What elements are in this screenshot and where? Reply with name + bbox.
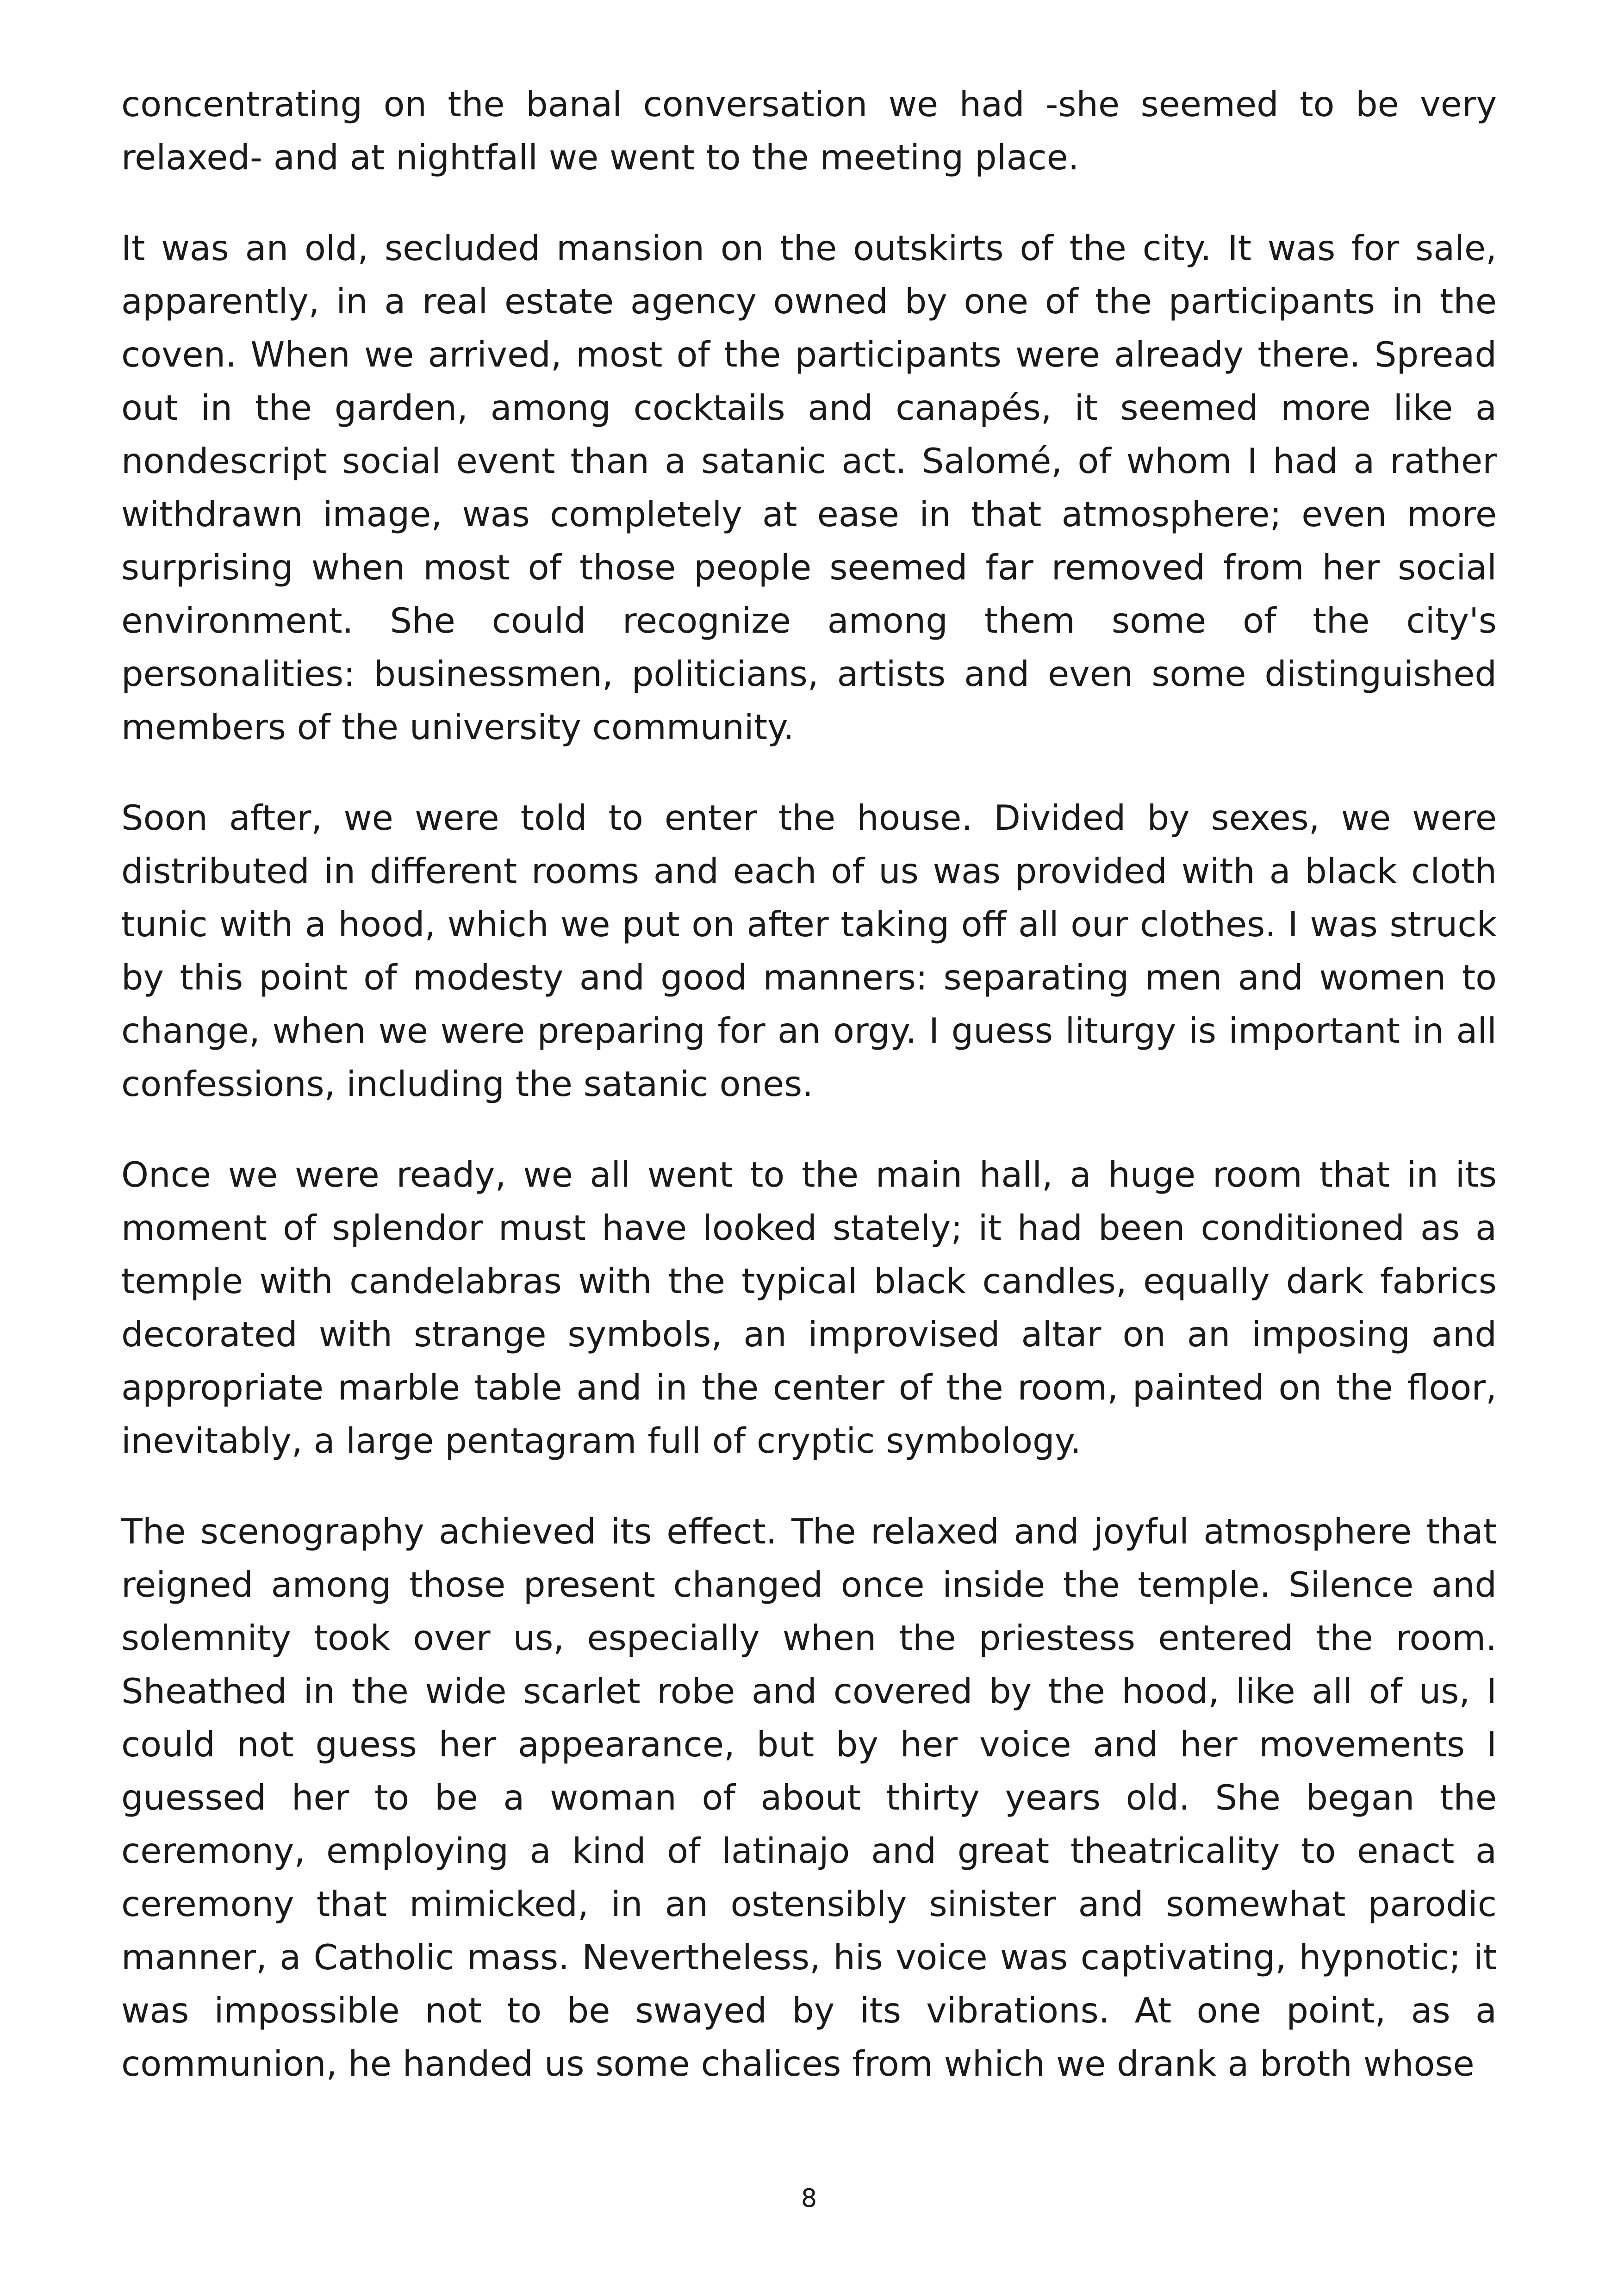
paragraph-5: The scenography achieved its effect. The relaxed and joyful atmosphere that reigned among those present changed once inside the temple. Silence and solemnity took over us, especially when the priestess entered the room. Sheathed in the wide scarlet robe and covered by the hood, like all of us, I could not guess her appearance, but by her voice and her movements I guessed her to be a woman of about thirty years old. She began the ceremony, employing a kind of latinajo and great theatricality to enact a ceremony that mimicked, in an ostensibly sinister and somewhat parodic manner, a Catholic mass. Nevertheless, his voice was captivating, hypnotic; it was impossible not to be swayed by its vibrations. At one point, as a communion, he handed us some chalices from which we drank a broth whose [121, 1511, 1497, 2084]
paragraph-1: concentrating on the banal conversation we had -she seemed to be very relaxed- and at nightfall we went to the meeting place. [121, 84, 1497, 178]
paragraph-2: It was an old, secluded mansion on the outskirts of the city. It was for sale, apparently, in a real estate agency owned by one of the participants in the coven. When we arrived, most of the participants were already there. Spread out in the garden, among cocktails and canapés, it seemed more like a nondescript social event than a satanic act. Salomé, of whom I had a rather withdrawn image, was completely at ease in that atmosphere; even more surprising when most of those people seemed far removed from her social environment. She could recognize among them some of the city's personalities: businessmen, politicians, artists and even some distinguished members of the university community. [121, 228, 1497, 747]
page-number: 8 [801, 2184, 817, 2213]
paragraph-4: Once we were ready, we all went to the main hall, a huge room that in its moment of splendor must have looked stately; it had been conditioned as a temple with candelabras with the typical black candles, equally dark fabrics decorated with strange symbols, an improvised altar on an imposing and appropriate marble table and in the center of the room, painted on the floor, inevitably, a large pentagram full of cryptic symbology. [121, 1154, 1497, 1461]
body-text [121, 78, 1497, 2091]
paragraph-3: Soon after, we were told to enter the house. Divided by sexes, we were distributed in different rooms and each of us was provided with a black cloth tunic with a hood, which we put on after taking off all our clothes. I was struck by this point of modesty and good manners: separating men and women to change, when we were preparing for an orgy. I guess liturgy is important in all confessions, including the satanic ones. [121, 797, 1497, 1104]
